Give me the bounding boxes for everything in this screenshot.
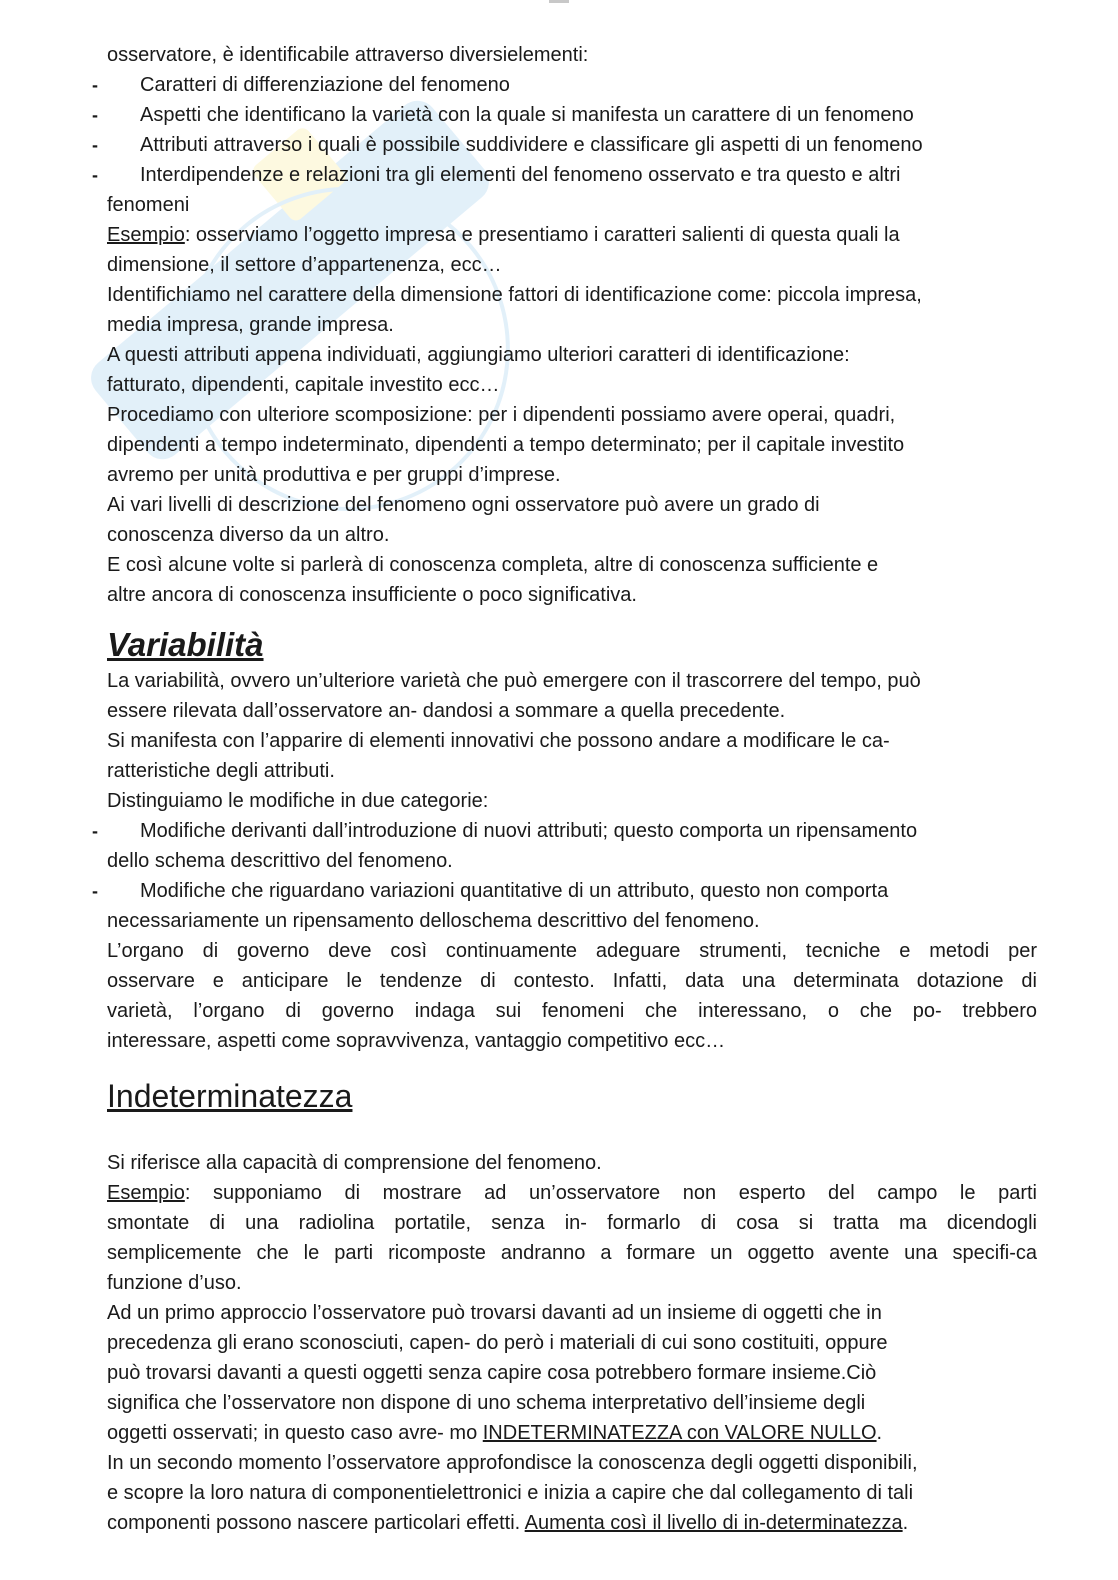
text-line: dimensione, il settore d’appartenenza, ecc… — [107, 254, 502, 276]
text-line: conoscenza diverso da un altro. — [107, 524, 390, 546]
underlined-term: Aumenta così il livello di in-determinatezza — [524, 1512, 903, 1534]
bullet-marker: - — [92, 821, 98, 841]
text-line: dipendenti a tempo indeterminato, dipendenti a tempo determinato; per il capitale investito — [107, 434, 905, 456]
text-line: oggetti osservati; in questo caso avre- mo INDETERMINATEZZA con VALORE NULLO. — [107, 1422, 883, 1444]
text-line: Distinguiamo le modifiche in due categorie: — [107, 790, 489, 812]
underlined-term: INDETERMINATEZZA con VALORE NULLO — [482, 1422, 877, 1444]
text-line: Procediamo con ulteriore scomposizione: per i dipendenti possiamo avere operai, quadri, — [107, 404, 896, 426]
text-line: essere rilevata dall’osservatore an- dandosi a sommare a quella precedente. — [107, 700, 786, 722]
text-line: Ad un primo approccio l’osservatore può trovarsi davanti ad un insieme di oggetti che in — [107, 1302, 882, 1324]
text-line: Si riferisce alla capacità di comprensione del fenomeno. — [107, 1152, 602, 1174]
bullet-marker: - — [92, 165, 98, 185]
document-body — [92, 40, 1037, 1538]
list-item: - Interdipendenze e relazioni tra gli elementi del fenomeno osservato e tra questo e altri — [107, 160, 1037, 190]
text-line: precedenza gli erano sconosciuti, capen- do però i materiali di cui sono costituiti, oppure — [107, 1332, 888, 1354]
list-item: - Aspetti che identificano la varietà con la quale si manifesta un carattere di un fenomeno — [107, 100, 1037, 130]
text-line: Ai vari livelli di descrizione del fenomeno ogni osservatore può avere un grado di — [107, 494, 820, 516]
intro-lead: osservatore, è identificabile attraverso diversielementi: — [107, 44, 589, 66]
text-line: interessare, aspetti come sopravvivenza, vantaggio competitivo ecc… — [107, 1030, 726, 1052]
text-line: componenti possono nascere particolari effetti. Aumenta così il livello di in-determinatezza. — [107, 1512, 909, 1534]
text-line: A questi attributi appena individuati, aggiungiamo ulteriori caratteri di identificazione: — [107, 344, 850, 366]
heading-variabilita: Variabilità — [107, 626, 264, 663]
text-line: avremo per unità produttiva e per gruppi d’imprese. — [107, 464, 561, 486]
bullet-marker: - — [92, 881, 98, 901]
text-line: fatturato, dipendenti, capitale investito ecc… — [107, 374, 500, 396]
text-line: In un secondo momento l’osservatore approfondisce la conoscenza degli oggetti disponibili, — [107, 1452, 918, 1474]
list-item: - Caratteri di differenziazione del fenomeno — [107, 70, 1037, 100]
text-line: media impresa, grande impresa. — [107, 314, 394, 336]
text-line: significa che l’osservatore non dispone di uno schema interpretativo dell’insieme degli — [107, 1392, 866, 1414]
text-line: può trovarsi davanti a questi oggetti senza capire cosa potrebbero formare insieme.Ciò — [107, 1362, 877, 1384]
text-line: Si manifesta con l’apparire di elementi innovativi che possono andare a modificare le ca- — [107, 730, 890, 752]
heading-indeterminatezza: Indeterminatezza — [107, 1078, 353, 1114]
list-item-continuation: necessariamente un ripensamento delloschema descrittivo del fenomeno. — [107, 910, 760, 932]
list-item: - Modifiche derivanti dall’introduzione di nuovi attributi; questo comporta un ripensamento — [107, 816, 1037, 846]
text-line: e scopre la loro natura di componentielettronici e inizia a capire che dal collegamento di tali — [107, 1482, 914, 1504]
justified-line: L’organo di governo deve così continuamente adeguare strumenti, tecniche e metodi per — [107, 940, 1037, 962]
text-line: E così alcune volte si parlerà di conoscenza completa, altre di conoscenza sufficiente e — [107, 554, 879, 576]
bullet-marker: - — [92, 75, 98, 95]
example-label: Esempio — [107, 1182, 185, 1204]
page-header-mark — [549, 0, 569, 3]
bullet-marker: - — [92, 135, 98, 155]
text-line: ratteristiche degli attributi. — [107, 760, 335, 782]
example-paragraph: Esempio: osserviamo l’oggetto impresa e presentiamo i caratteri salienti di questa quali la — [107, 224, 900, 246]
text-line: La variabilità, ovvero un’ulteriore varietà che può emergere con il trascorrere del tempo, può — [107, 670, 921, 692]
bullet-marker: - — [92, 105, 98, 125]
example-paragraph: Esempio: supponiamo di mostrare ad un’osservatore non esperto del campo le parti — [107, 1182, 1037, 1204]
list-item-continuation: fenomeni — [107, 194, 190, 216]
text-line: altre ancora di conoscenza insufficiente o poco significativa. — [107, 584, 637, 606]
justified-line: semplicemente che le parti ricomposte andranno a formare un oggetto avente una specifi-ca — [107, 1242, 1037, 1264]
text-line: Identifichiamo nel carattere della dimensione fattori di identificazione come: piccola impresa, — [107, 284, 922, 306]
example-label: Esempio — [107, 224, 185, 246]
list-item-continuation: dello schema descrittivo del fenomeno. — [107, 850, 453, 872]
justified-line: varietà, l’organo di governo indaga sui fenomeni che interessano, o che po- trebbero — [107, 1000, 1037, 1022]
justified-line: smontate di una radiolina portatile, senza in- formarlo di cosa si tratta ma dicendogli — [107, 1212, 1037, 1234]
list-item: - Modifiche che riguardano variazioni quantitative di un attributo, questo non comporta — [107, 876, 1037, 906]
justified-line: osservare e anticipare le tendenze di contesto. Infatti, data una determinata dotazione di — [107, 970, 1037, 992]
list-item: - Attributi attraverso i quali è possibile suddividere e classificare gli aspetti di un fenomeno — [107, 130, 1037, 160]
text-line: funzione d’uso. — [107, 1272, 242, 1294]
